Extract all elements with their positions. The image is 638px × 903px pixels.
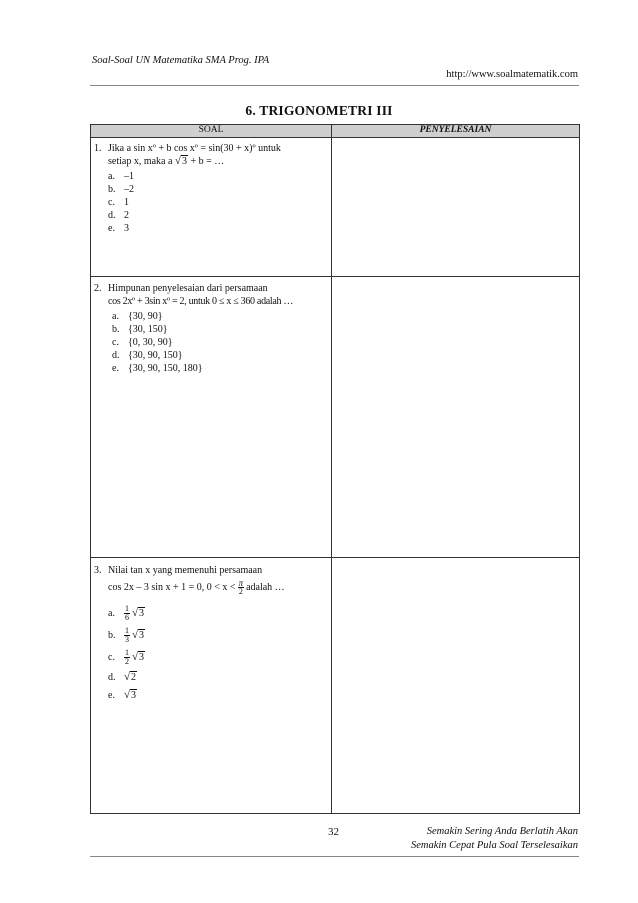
list-item: [108, 222, 327, 235]
equation-line: [108, 579, 327, 596]
footer-divider: [90, 856, 579, 857]
question-line: setiap x, maka a: [108, 156, 173, 167]
option-label: b.: [112, 324, 120, 335]
list-item: [112, 362, 327, 375]
fraction: [238, 579, 245, 596]
list-item: [108, 196, 327, 209]
footer-motto: [411, 825, 578, 853]
fraction-numerator: 1: [125, 647, 129, 657]
fraction-numerator: π: [238, 578, 244, 588]
option-label: e.: [108, 223, 115, 234]
sqrt-symbol: √ 3: [174, 155, 187, 167]
list-item: [112, 336, 327, 349]
table-row: [91, 277, 580, 558]
answer-space-2: [332, 277, 580, 558]
list-item: [108, 646, 327, 668]
answer-options: [112, 310, 327, 375]
footer-line: Semakin Cepat Pula Soal Terselesaikan: [410, 840, 578, 851]
sqrt-symbol: √ 3: [132, 651, 145, 663]
option-value: {0, 30, 90}: [128, 337, 173, 348]
question-3-cell: [91, 558, 332, 814]
question-number: 3.: [94, 565, 102, 576]
sqrt-symbol: √ 3: [132, 629, 145, 641]
answer-options: [108, 170, 327, 235]
option-label: a.: [108, 607, 115, 619]
list-item: [108, 668, 327, 686]
option-value: –2: [124, 184, 134, 195]
fraction-denominator: 2: [238, 587, 243, 596]
question-number: 1.: [94, 143, 102, 154]
radicand: 3: [139, 652, 145, 663]
list-item: [108, 602, 327, 624]
sqrt-symbol: √ 3: [132, 607, 145, 619]
question-number: 2.: [94, 283, 102, 294]
page-title: 6. TRIGONOMETRI III: [245, 103, 393, 118]
question-1-cell: [91, 138, 332, 277]
question-text: [108, 142, 327, 168]
list-item: [112, 323, 327, 336]
answer-space-1: [332, 138, 580, 277]
option-label: c.: [108, 197, 115, 208]
option-value: {30, 90, 150, 180}: [128, 363, 203, 374]
answer-space-3: [332, 558, 580, 814]
header-left: Soal-Soal UN Matematika SMA Prog. IPA: [92, 55, 270, 66]
answer-options: [108, 602, 327, 704]
option-value: 2: [124, 210, 129, 221]
table-header-row: [91, 125, 580, 138]
fraction-denominator: 6: [125, 612, 129, 622]
question-text: Nilai tan x yang memenuhi persamaan: [108, 565, 263, 576]
question-line: + b = …: [187, 156, 225, 167]
radicand: 3: [181, 156, 187, 167]
radicand: 3: [131, 690, 137, 701]
sqrt-symbol: √ 3: [124, 689, 137, 701]
option-label: c.: [108, 651, 115, 663]
column-header-penyelesaian: PENYELESAIAN: [332, 125, 580, 138]
column-header-soal: SOAL: [91, 125, 332, 138]
option-value: {30, 150}: [128, 324, 168, 335]
option-label: d.: [108, 671, 116, 683]
fraction: [124, 605, 130, 622]
fraction-denominator: 2: [125, 656, 129, 666]
question-text: [108, 282, 327, 308]
header-url: http://www.soalmatematik.com: [446, 69, 578, 80]
footer-line: Semakin Sering Anda Berlatih Akan: [426, 826, 578, 837]
page-number: 32: [328, 826, 339, 838]
equation-text: cos 2x – 3 sin x + 1 = 0, 0 < x <: [108, 582, 236, 593]
question-line: Jika a sin xº + b cos xº = sin(30 + x)º untuk: [108, 143, 281, 154]
question-2-cell: [91, 277, 332, 558]
table-row: [91, 138, 580, 277]
option-label: a.: [108, 171, 115, 182]
fraction: [124, 649, 130, 666]
fraction-denominator: 3: [125, 634, 129, 644]
header-divider: [90, 85, 579, 86]
option-value: –1: [124, 171, 134, 182]
table-row: [91, 558, 580, 814]
question-line: cos 2xº + 3sin xº = 2, untuk 0 ≤ x ≤ 360 adalah …: [108, 296, 294, 307]
radicand: 3: [139, 608, 145, 619]
list-item: [108, 686, 327, 704]
radicand: 2: [131, 672, 137, 683]
option-label: b.: [108, 629, 116, 641]
sqrt-symbol: √ 2: [124, 671, 137, 683]
option-value: {30, 90, 150}: [128, 350, 183, 361]
fraction-numerator: 1: [125, 603, 129, 613]
question-table: [90, 124, 580, 814]
list-item: [112, 310, 327, 323]
fraction: [124, 627, 130, 644]
list-item: [112, 349, 327, 362]
option-label: e.: [112, 363, 119, 374]
option-label: e.: [108, 689, 115, 701]
option-label: a.: [112, 311, 119, 322]
list-item: [108, 209, 327, 222]
option-value: 3: [124, 223, 129, 234]
list-item: [108, 183, 327, 196]
list-item: [108, 624, 327, 646]
option-label: d.: [108, 210, 116, 221]
option-label: d.: [112, 350, 120, 361]
equation-text: adalah …: [246, 582, 285, 593]
option-value: 1: [124, 197, 129, 208]
fraction-numerator: 1: [125, 625, 129, 635]
option-value: {30, 90}: [128, 311, 163, 322]
list-item: [108, 170, 327, 183]
option-label: c.: [112, 337, 119, 348]
radicand: 3: [139, 630, 145, 641]
question-line: Himpunan penyelesaian dari persamaan: [108, 283, 268, 294]
option-label: b.: [108, 184, 116, 195]
